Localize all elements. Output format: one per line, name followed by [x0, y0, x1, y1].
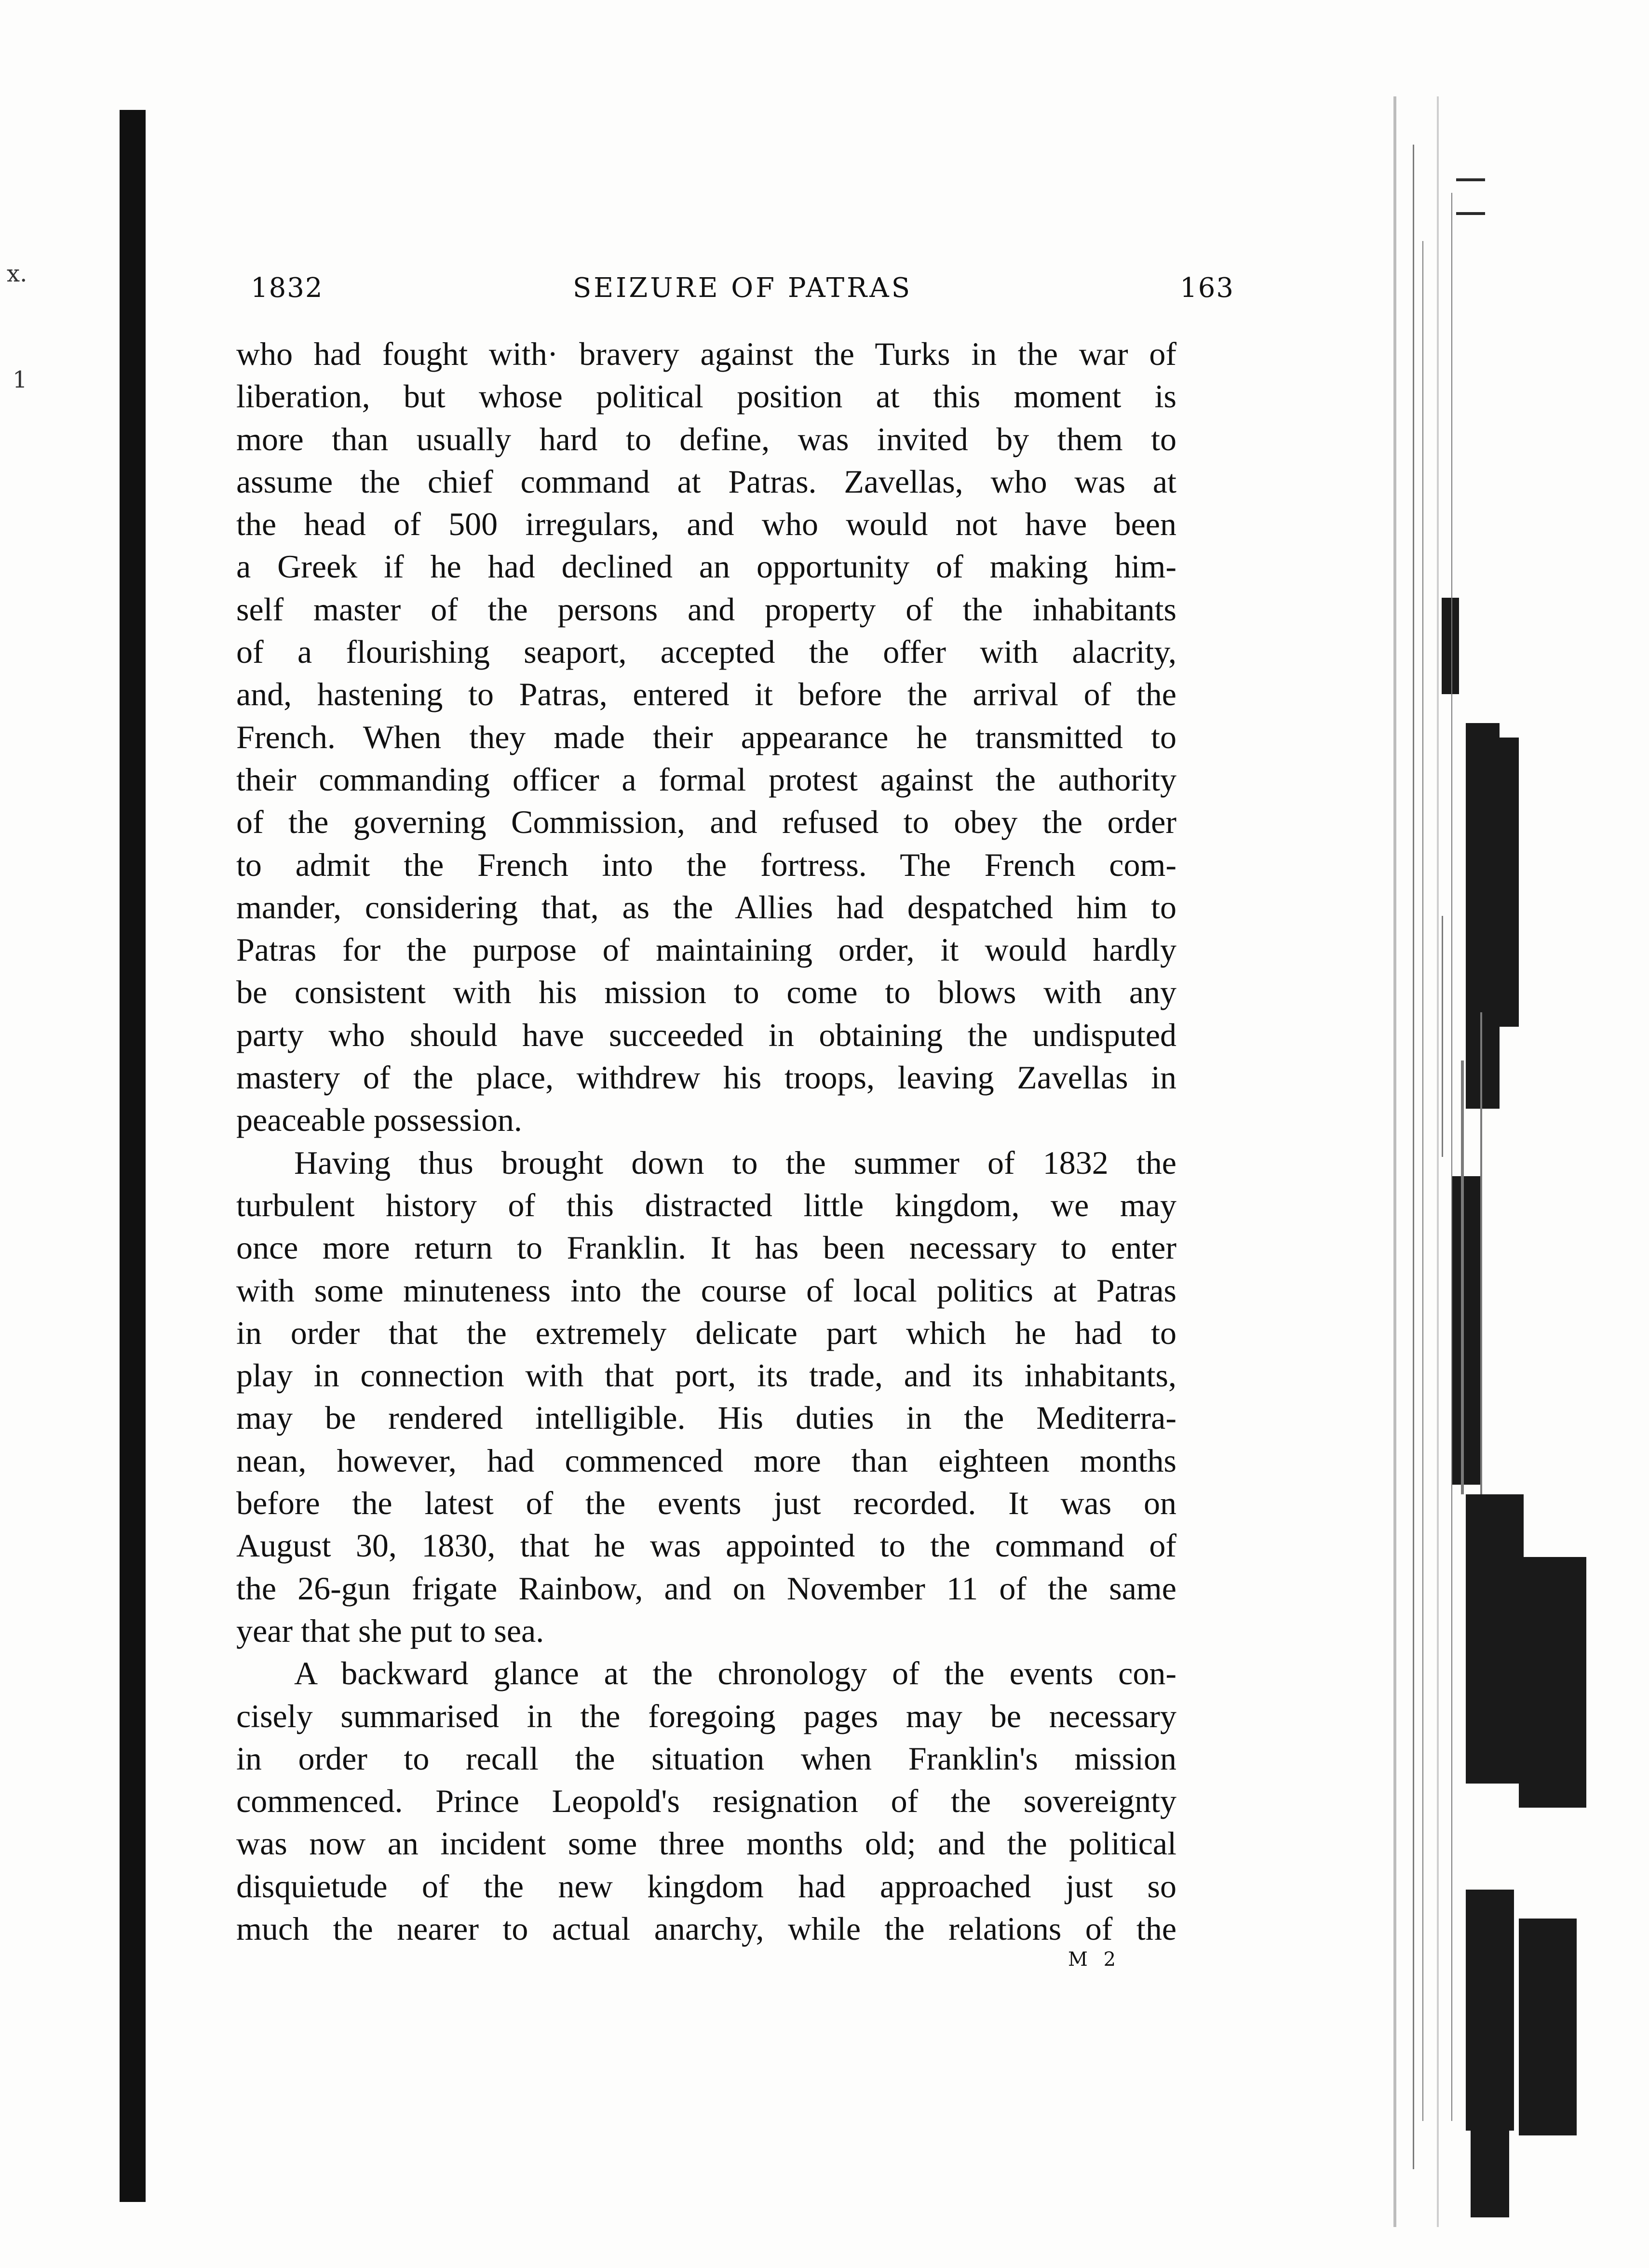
text-line: disquietude of the new kingdom had approached just so — [236, 1867, 1176, 1905]
text-line: play in connection with that port, its trade, and its inhabitants, — [236, 1357, 1176, 1394]
text-line: August 30, 1830, that he was appointed to the command of — [236, 1527, 1176, 1564]
signature-mark: M 2 — [1068, 1948, 1121, 1971]
text-line: nean, however, had commenced more than eighteen months — [236, 1442, 1176, 1479]
text-line: to admit the French into the fortress. The French com- — [236, 846, 1176, 883]
text-line: the 26-gun frigate Rainbow, and on November 11 of the same — [236, 1570, 1176, 1607]
text-line: once more return to Franklin. It has been necessary to enter — [236, 1229, 1176, 1266]
text-line: in order to recall the situation when Franklin's mission — [236, 1740, 1176, 1777]
text-line: mander, considering that, as the Allies had despatched him to — [236, 888, 1176, 926]
text-line: much the nearer to actual anarchy, while the relations of the — [236, 1910, 1176, 1947]
text-line: before the latest of the events just recorded. It was on — [236, 1485, 1176, 1522]
text-line: and, hastening to Patras, entered it before the arrival of the — [236, 676, 1176, 713]
text-line: their commanding officer a formal protest against the authority — [236, 761, 1176, 798]
text-line: a Greek if he had declined an opportunity of making him- — [236, 548, 1176, 585]
text-line: A backward glance at the chronology of the events con- — [294, 1655, 1176, 1692]
text-line: turbulent history of this distracted little kingdom, we may — [236, 1186, 1176, 1223]
text-line: Having thus brought down to the summer of 1832 the — [294, 1144, 1176, 1181]
margin-mark: x. — [7, 260, 27, 287]
text-line: more than usually hard to define, was invited by them to — [236, 420, 1176, 457]
page-number: 163 — [1180, 272, 1234, 304]
text-line: assume the chief command at Patras. Zavellas, who was at — [236, 463, 1176, 500]
text-line: with some minuteness into the course of local politics at Patras — [236, 1272, 1176, 1309]
text-line: liberation, but whose political position at this moment is — [236, 378, 1176, 415]
header-title: SEIZURE OF PATRAS — [572, 272, 913, 304]
text-line: cisely summarised in the foregoing pages may be necessary — [236, 1697, 1176, 1734]
text-line: party who should have succeeded in obtaining the undisputed — [236, 1016, 1176, 1053]
margin-mark: 1 — [13, 366, 27, 393]
text-line: be consistent with his mission to come to blows with any — [236, 974, 1176, 1011]
body-text — [236, 333, 1176, 1950]
text-line: of a flourishing seaport, accepted the offer with alacrity, — [236, 633, 1176, 671]
text-line: of the governing Commission, and refused to obey the order — [236, 804, 1176, 841]
text-line: mastery of the place, withdrew his troops, leaving Zavellas in — [236, 1059, 1176, 1096]
text-line: may be rendered intelligible. His duties in the Mediterra- — [236, 1399, 1176, 1436]
text-line: was now an incident some three months old; and the political — [236, 1825, 1176, 1862]
text-line: Patras for the purpose of maintaining order, it would hardly — [236, 931, 1176, 968]
scan-edge-artifacts — [1393, 96, 1649, 2227]
text-line: who had fought with· bravery against the Turks in the war of — [236, 336, 1176, 372]
header-year: 1832 — [251, 272, 324, 304]
text-line: the head of 500 irregulars, and who would not have been — [236, 506, 1176, 543]
text-line: French. When they made their appearance he transmitted to — [236, 718, 1176, 755]
text-line: in order that the extremely delicate part which he had to — [236, 1314, 1176, 1351]
binding-shadow — [120, 110, 146, 2202]
left-margin-marks — [0, 260, 43, 646]
text-line: self master of the persons and property of the inhabitants — [236, 590, 1176, 628]
running-header — [251, 272, 1234, 311]
text-line: peaceable possession. — [236, 1101, 522, 1139]
text-line: year that she put to sea. — [236, 1612, 544, 1649]
text-line: commenced. Prince Leopold's resignation of the sovereignty — [236, 1783, 1176, 1820]
